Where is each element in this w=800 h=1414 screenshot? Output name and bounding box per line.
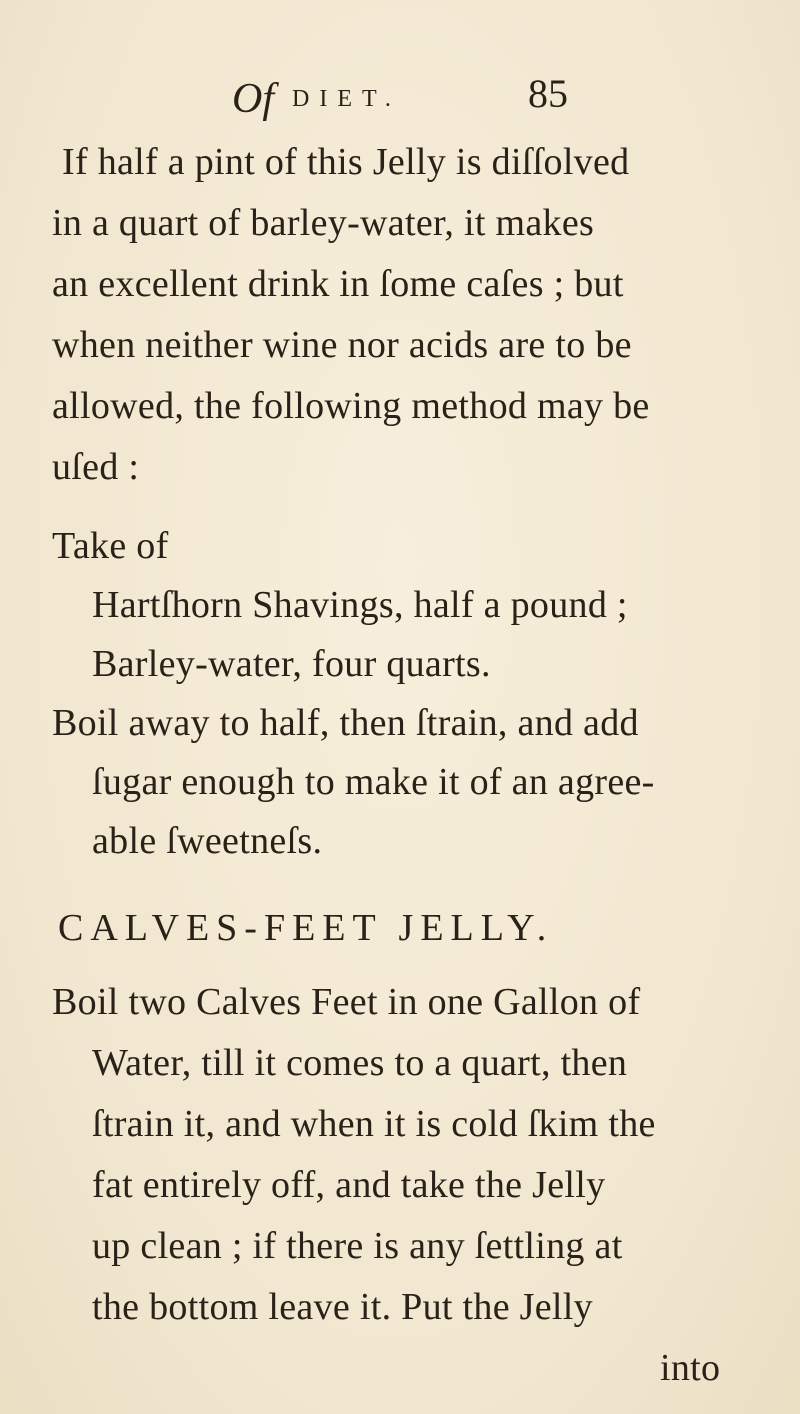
paragraph-line: If half a pint of this Jelly is diſſolved: [62, 141, 630, 183]
paragraph-line: uſed :: [52, 446, 140, 488]
paragraph-line: when neither wine nor acids are to be: [52, 324, 632, 366]
recipe-line: Water, till it comes to a quart, then: [92, 1042, 628, 1084]
page-number: 85: [528, 71, 568, 116]
recipe-line: the bottom leave it. Put the Jelly: [92, 1286, 593, 1328]
method-line: Boil away to half, then ſtrain, and add: [52, 702, 639, 744]
paragraph-line: allowed, the following method may be: [52, 385, 650, 427]
paragraph-line: in a quart of barley-water, it makes: [52, 202, 595, 244]
catchword: into: [660, 1347, 721, 1389]
method-line: ſugar enough to make it of an agree-: [92, 761, 655, 803]
recipe-line: Boil two Calves Feet in one Gallon of: [52, 981, 641, 1023]
running-head: [0, 62, 800, 122]
section-heading: CALVES-FEET JELLY.: [58, 907, 554, 949]
running-title-diet: DIET.: [292, 86, 401, 112]
running-title: [232, 72, 401, 123]
recipe-line: fat entirely off, and take the Jelly: [92, 1164, 606, 1206]
recipe-line: up clean ; if there is any ſettling at: [92, 1225, 623, 1267]
ingredient-line: Hartſhorn Shavings, half a pound ;: [92, 584, 628, 626]
paragraph-line: an excellent drink in ſome caſes ; but: [52, 263, 624, 305]
method-line: able ſweetneſs.: [92, 820, 323, 862]
ingredient-line: Barley-water, four quarts.: [92, 643, 491, 685]
running-title-of: Of: [232, 76, 274, 122]
recipe-line: ſtrain it, and when it is cold ſkim the: [92, 1103, 656, 1145]
recipe-intro: Take of: [52, 525, 169, 567]
